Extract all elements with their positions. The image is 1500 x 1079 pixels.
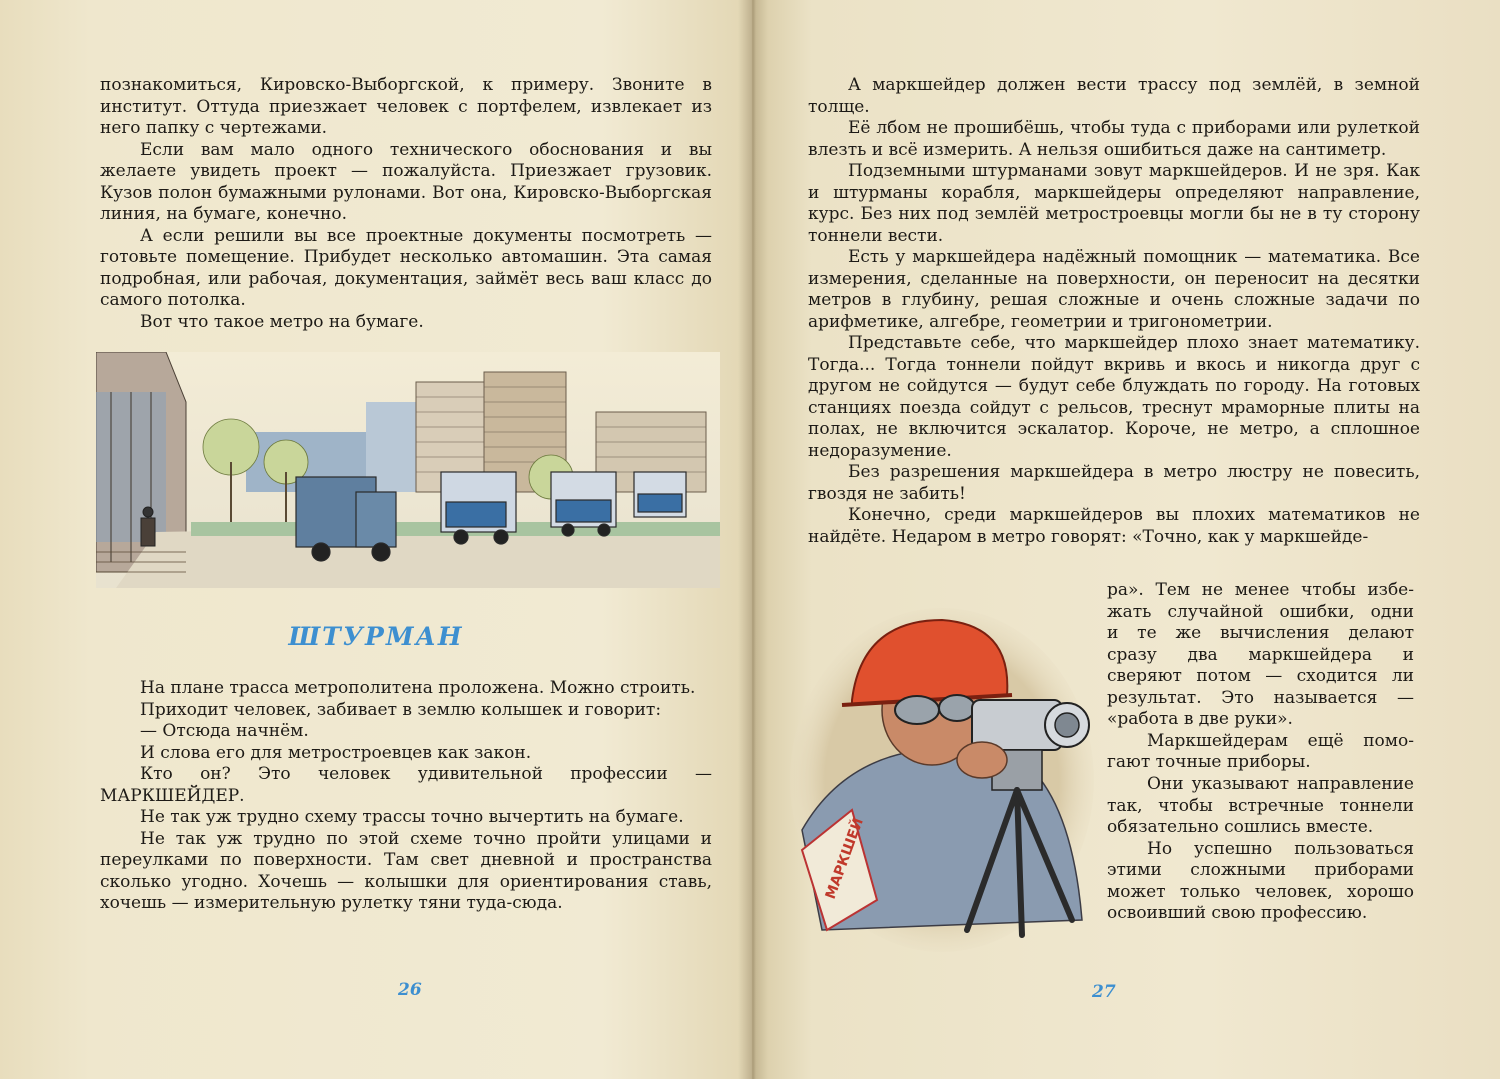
page-number-left: 26	[398, 980, 422, 1000]
line: и те же вычисления делают	[1107, 623, 1414, 643]
line: «работа в две руки».	[1107, 709, 1293, 729]
paragraph: А маркшейдер должен вести трассу под землёй, в земной толще.	[808, 75, 1420, 117]
book-gutter	[738, 0, 768, 1079]
right-wrapped-text-2	[1107, 774, 1414, 925]
line: ра». Тем не менее чтобы избе-	[1107, 580, 1414, 600]
page-number-right: 27	[1092, 982, 1116, 1002]
left-top-text	[100, 75, 712, 333]
paragraph: На плане трасса метрополитена проложена. Можно строить.	[140, 678, 696, 698]
right-top-text	[808, 75, 1420, 548]
line: сразу два маркшейдера и	[1107, 644, 1414, 665]
line: Маркшейдерам ещё помо-	[1147, 730, 1414, 751]
section-heading: ШТУРМАН	[288, 622, 464, 651]
armband-text: МАРКШЕЙ	[822, 815, 867, 902]
paragraph: Если вам мало одного технического обоснования и вы желаете увидеть проект — пожалуйста. Приезжает грузовик. Кузов полон бумажными рулонами. Вот она, Кировско-Выборгская линия, на бумаге, конечно.	[100, 139, 712, 224]
right-wrapped-text	[1107, 580, 1414, 774]
paragraph: Не так уж трудно схему трассы точно вычертить на бумаге.	[140, 807, 684, 827]
truck-3	[551, 472, 616, 536]
line: гают точные приборы.	[1107, 752, 1311, 772]
right-page	[752, 0, 1500, 1079]
surveyor-illustration	[782, 600, 1102, 960]
paragraph: познакомиться, Кировско-Выборгской, к примеру. Звоните в институт. Оттуда приезжает человек с портфелем, извлекает из него папку с чертежами.	[100, 75, 712, 138]
paragraph: И слова его для метростроевцев как закон.	[140, 742, 532, 763]
paragraph: Приходит человек, забивает в землю колышек и говорит:	[140, 699, 662, 720]
paragraph: Представьте себе, что маркшейдер плохо знает математику. Тогда... Тогда тоннели пойдут вкривь и вкось и никогда друг с другом не сойдутся — будут себе блуждать по городу. На готовых станциях поезда сойдут с рельсов, треснут мраморные плиты на полах, не включится эскалатор. Короче, не метро, а сплошное недоразумение.	[808, 333, 1420, 461]
paragraph: Не так уж трудно по этой схеме точно пройти улицами и переулками по поверхности. Там свет дневной и пространства сколько угодно. Хочешь — колышки для ориентирования ставь, хочешь — измерительную рулетку тяни туда-сюда.	[100, 828, 712, 913]
pedestrian	[141, 507, 155, 546]
paragraph: Её лбом не прошибёшь, чтобы туда с приборами или рулеткой влезть и всё измерить. А нельзя ошибиться даже на сантиметр.	[808, 118, 1420, 160]
paragraph: Но успешно пользоваться этими сложными приборами может только человек, хорошо освоивший свою профессию.	[1107, 838, 1414, 923]
line: результат. Это называется —	[1107, 687, 1414, 708]
paragraph: А если решили вы все проектные документы посмотреть — готовьте помещение. Прибудет несколько автомашин. Эта самая подробная, или рабочая, документация, займёт весь ваш класс до самого потолка.	[100, 225, 712, 310]
city-street-illustration	[96, 352, 720, 588]
paragraph: Конечно, среди маркшейдеров вы плохих математиков не найдёте. Недаром в метро говорят: «Точно, как у маркшейде-	[808, 505, 1420, 547]
paragraph: Есть у маркшейдера надёжный помощник — математика. Все измерения, сделанные на поверхности, он переносит на десятки метров в глубину, решая сложные и очень сложные задачи по арифметике, алгебре, геометрии и тригонометрии.	[808, 247, 1420, 332]
paragraph: Они указывают направление так, чтобы встречные тоннели обязательно сошлись вместе.	[1107, 774, 1414, 837]
line: жать случайной ошибки, одни	[1107, 601, 1414, 622]
paragraph: Вот что такое метро на бумаге.	[140, 311, 424, 332]
paragraph: Кто он? Это человек удивительной профессии — МАРКШЕЙДЕР.	[100, 764, 712, 806]
left-bottom-text	[100, 678, 712, 915]
paragraph: Подземными штурманами зовут маркшейдеров. И не зря. Как и штурманы корабля, маркшейдеры определяют направление, курс. Без них под землёй метростроевцы могли бы не в ту сторону тоннели вести.	[808, 161, 1420, 246]
paragraph: — Отсюда начнём.	[140, 721, 309, 741]
truck-4	[634, 472, 686, 517]
paragraph: Без разрешения маркшейдера в метро люстру не повесить, гвоздя не забить!	[808, 462, 1420, 504]
line: сверяют потом — сходится ли	[1107, 666, 1414, 686]
